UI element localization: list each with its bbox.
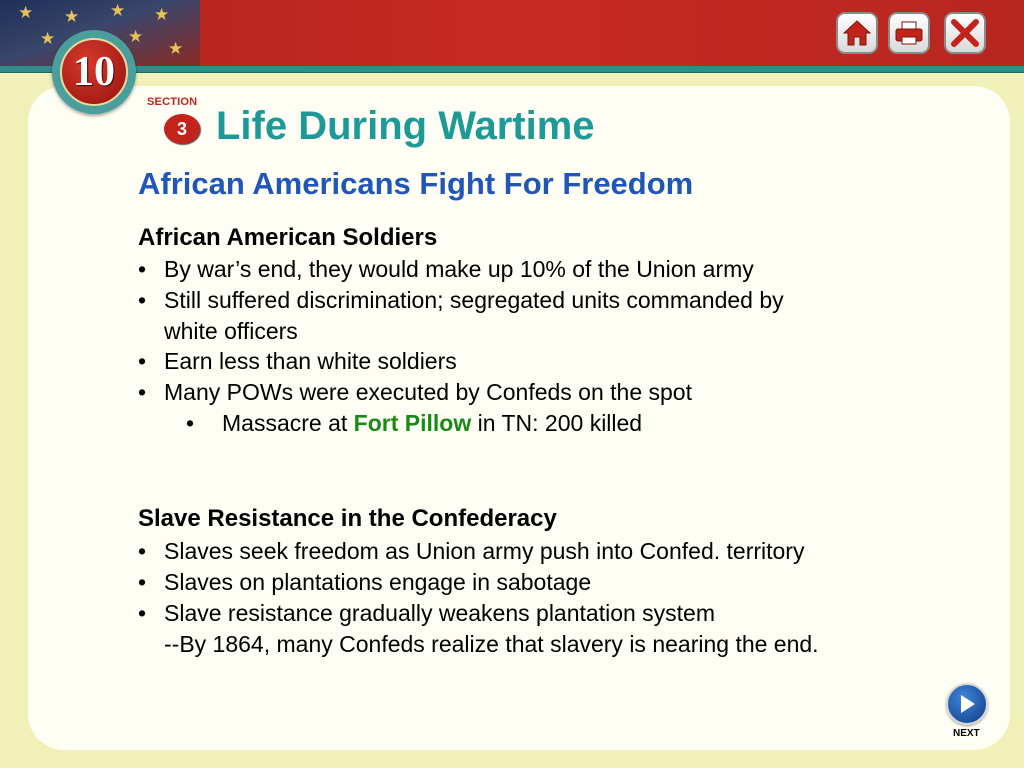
- next-label[interactable]: NEXT: [953, 728, 980, 739]
- star-icon: ★: [18, 3, 34, 22]
- bullet-icon: •: [138, 256, 147, 282]
- star-icon: ★: [128, 27, 144, 46]
- note-text: --By 1864, many Confeds realize that slavery is nearing the end.: [164, 631, 819, 657]
- bullet-icon: •: [138, 600, 147, 626]
- header-strip: [0, 66, 1024, 73]
- list-item: [138, 567, 898, 598]
- section-heading-resistance: Slave Resistance in the Confederacy: [138, 505, 557, 532]
- bullet-icon: •: [138, 379, 147, 405]
- close-icon: [950, 19, 980, 47]
- list-item: [138, 285, 838, 347]
- bullet-icon: •: [138, 287, 147, 313]
- star-icon: ★: [40, 29, 56, 48]
- next-button[interactable]: [946, 683, 988, 725]
- section-number: 3: [176, 118, 187, 139]
- sub-item-prefix: Massacre at: [222, 410, 354, 436]
- list-item: [138, 346, 898, 377]
- bullet-icon: •: [138, 569, 147, 595]
- list-item: [138, 536, 898, 567]
- list-item: [138, 254, 898, 285]
- sub-item-suffix: in TN: 200 killed: [471, 410, 643, 436]
- list-item-text: Many POWs were executed by Confeds on the spot: [164, 379, 692, 405]
- print-icon: [894, 19, 924, 47]
- print-button[interactable]: [888, 12, 930, 54]
- list-item-text: Slaves on plantations engage in sabotage: [164, 569, 592, 595]
- chapter-number: 10: [73, 49, 115, 95]
- star-icon: ★: [154, 5, 170, 24]
- bullet-icon: •: [186, 410, 195, 436]
- list-item-text: By war’s end, they would make up 10% of the Union army: [164, 256, 754, 282]
- fort-pillow-highlight: Fort Pillow: [353, 410, 472, 436]
- play-icon: [957, 693, 977, 715]
- list-item: [138, 377, 898, 408]
- chapter-badge: [52, 30, 136, 114]
- section-badge: [164, 114, 200, 144]
- list-item-note: [138, 629, 858, 660]
- list-item-text: Earn less than white soldiers: [164, 348, 457, 374]
- list-item: [138, 598, 898, 629]
- home-icon: [842, 19, 872, 47]
- star-icon: ★: [168, 39, 184, 58]
- section-label: SECTION: [147, 96, 198, 108]
- page-subtitle: African Americans Fight For Freedom: [138, 166, 694, 201]
- home-button[interactable]: [836, 12, 878, 54]
- list-item-text: Slave resistance gradually weakens plantation system: [164, 600, 716, 626]
- bullet-icon: •: [138, 538, 147, 564]
- close-button[interactable]: [944, 12, 986, 54]
- star-icon: ★: [64, 7, 80, 26]
- section-heading-soldiers: African American Soldiers: [138, 224, 438, 251]
- list-item-text: Still suffered discrimination; segregated units commanded by white officers: [164, 287, 784, 344]
- bullet-icon: •: [138, 348, 147, 374]
- star-icon: ★: [110, 1, 126, 20]
- list-item-text: Slaves seek freedom as Union army push into Confed. territory: [164, 538, 805, 564]
- page-title: Life During Wartime: [216, 104, 595, 148]
- sub-list-item: [186, 408, 886, 439]
- chapter-badge-inner: [60, 38, 128, 106]
